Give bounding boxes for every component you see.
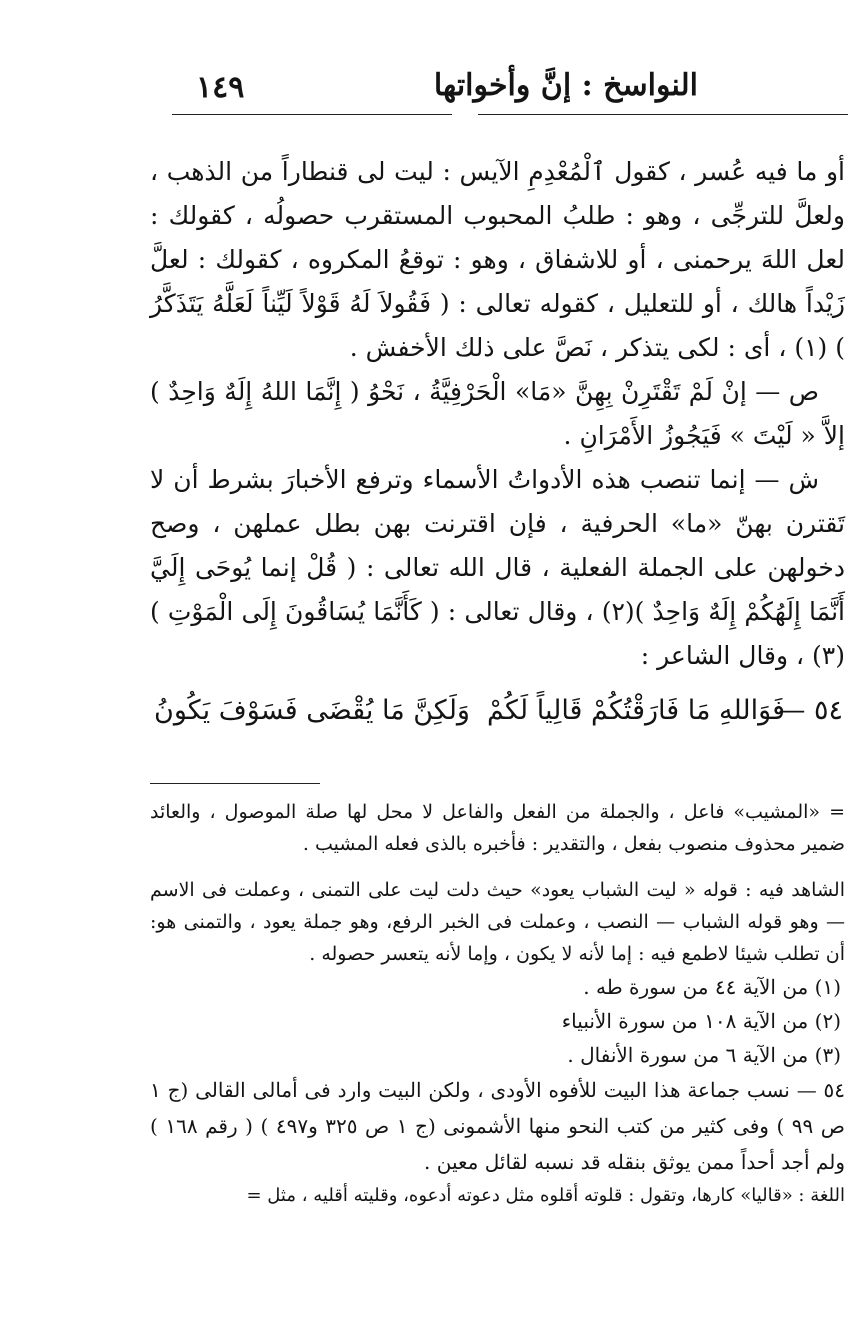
footnote-ref-2: (٢) من الآية ١٠٨ من سورة الأنبياء bbox=[561, 1009, 841, 1033]
page-header bbox=[148, 56, 848, 120]
verse-number: ٥٤ — bbox=[778, 695, 843, 726]
paragraph-continuation: أو ما فيه عُسر ، كقول ٱلْمُعْدِمِ الآيس : ليت لى قنطاراً من الذهب ، ولعلَّ للترجِّى ، وهو : طلبُ المحبوب المستقرب حصولُه ، كقولك : لعل اللهَ يرحمنى ، أو للاشفاق ، وهو : توقعُ المكروه ، كقولك : لعلَّ زَيْداً هالك ، أو للتعليل ، كقوله تعالى : ( فَقُولاَ لَهُ قَوْلاً لَيِّناً لَعَلَّهُ يَتَذَكَّرُ ) (١) ، أى : لكى يتذكر ، نَصَّ على ذلك الأخفش . bbox=[150, 157, 845, 362]
footnote-verse-54: ٥٤ — نسب جماعة هذا البيت للأفوه الأودى ، ولكن البيت وارد فى أمالى القالى (ج ١ ص ٩٩ ) وفى كثير من كتب النحو منها الأشمونى (ج ١ ص ٣٢٥ و٤٩٧ ) ( رقم ١٦٨ ) ولم أجد أحداً ممن يوثق بنقله قد نسبه لقائل معين . bbox=[150, 1078, 845, 1174]
chapter-title: النواسخ : إنَّ وأخواتها bbox=[433, 68, 698, 103]
footnote-separator bbox=[150, 783, 320, 784]
poetry-verse bbox=[150, 686, 845, 736]
verse-second-hemistich: وَلَكِنَّ مَا يُقْضَى فَسَوْفَ يَكُونُ bbox=[154, 695, 470, 726]
footnote-ref-3: (٣) من الآية ٦ من سورة الأنفال . bbox=[567, 1043, 841, 1067]
page-number: ١٤٩ bbox=[196, 70, 245, 105]
sharh-paragraph: ش — إنما تنصب هذه الأدواتُ الأسماء وترفع الأخبارَ بشرط أن لا تَقترن بهنّ «ما» الحرفية ، فإن اقترنت بهن بطل عملهن ، وصح دخولهن على الجملة الفعلية ، قال الله تعالى : ( قُلْ إنما يُوحَى إِلَيَّ أَنَّمَا إِلَهُكُمْ إِلَهٌ وَاحِدٌ )(٢) ، وقال تعالى : ( كَأَنَّمَا يُسَاقُونَ إِلَى الْمَوْتِ )(٣) ، وقال الشاعر : bbox=[150, 465, 845, 670]
footnote-lugha: اللغة : «قاليا» كارها، وتقول : قلوته أقلوه مثل دعوته أدعوه، وقليته أقليه ، مثل = bbox=[246, 1185, 845, 1206]
footnote-continuation: = «المشيب» فاعل ، والجملة من الفعل والفاعل لا محل لها صلة الموصول ، والعائد ضمير محذوف منصوب بفعل ، والتقدير : فأخبره بالذى فعله المشيب . bbox=[150, 801, 845, 855]
main-text bbox=[150, 150, 845, 678]
header-rule-right bbox=[478, 114, 848, 115]
footnote-ref-1: (١) من الآية ٤٤ من سورة طه . bbox=[583, 975, 841, 999]
verse-first-hemistich: فَوَاللهِ مَا فَارَقْتُكُمْ قَالِياً لَكُمْ bbox=[487, 695, 785, 726]
matn-paragraph: ص — إنْ لَمْ تَقْتَرِنْ بِهِنَّ «مَا» الْحَرْفِيَّةُ ، نَحْوُ ( إِنَّمَا اللهُ إِلَهٌ وَاحِدٌ ) إلاَّ « لَيْتَ » فَيَجُوزُ الأَمْرَانِ . bbox=[150, 377, 845, 450]
footnote-shahid: الشاهد فيه : قوله « ليت الشباب يعود» حيث دلت ليت على التمنى ، وعملت فى الاسم — وهو قوله الشباب — النصب ، وعملت فى الخبر الرفع، وهو جملة يعود ، والتمنى هو: أن تطلب شيئا لاطمع فيه : إما لأنه لا يكون ، وإما لأنه يتعسر حصوله . bbox=[150, 879, 845, 965]
header-rule-left bbox=[172, 114, 452, 115]
footnotes bbox=[150, 796, 845, 1212]
